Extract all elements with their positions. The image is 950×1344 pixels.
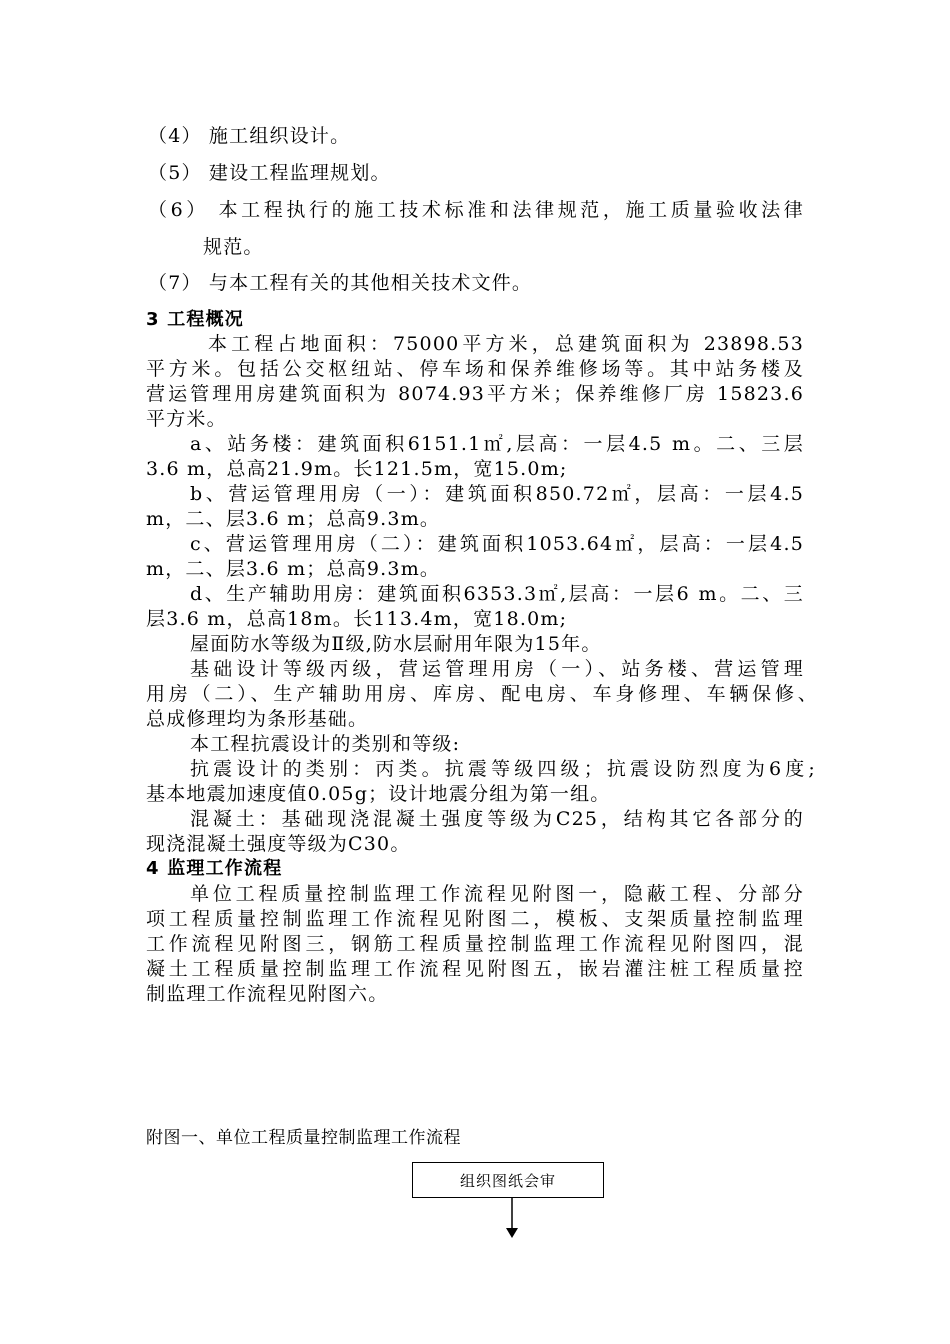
flowchart-step-box: [412, 1162, 604, 1198]
para-line: 基础设计等级丙级，营运管理用房（一）、站务楼、营运管理: [190, 658, 804, 680]
para-line: 制监理工作流程见附图六。: [146, 983, 389, 1005]
para-line: a、站务楼：建筑面积6151.1㎡,层高：一层4.5 m。二、三层: [190, 433, 804, 455]
para-line: 单位工程质量控制监理工作流程见附图一，隐蔽工程、分部分: [190, 883, 804, 905]
para-line: m，二、层3.6 m；总高9.3m。: [146, 508, 441, 530]
para-line: 凝土工程质量控制监理工作流程见附图五，嵌岩灌注桩工程质量控: [146, 958, 804, 980]
para-line: 层3.6 m，总高18m。长113.4m，宽18.0m;: [146, 608, 568, 630]
para-line: 用房（二）、生产辅助用房、库房、配电房、车身修理、车辆保修、: [146, 683, 818, 705]
para-line: 基本地震加速度值0.05g；设计地震分组为第一组。: [146, 783, 611, 805]
list-item-6-continuation: 规范。: [203, 236, 264, 258]
para-line: d、生产辅助用房：建筑面积6353.3㎡,层高：一层6 m。二、三: [190, 583, 804, 605]
section-3-heading: 3 工程概况: [146, 309, 244, 330]
para-line: 项工程质量控制监理工作流程见附图二，模板、支架质量控制监理: [146, 908, 804, 930]
list-item-4: （4） 施工组织设计。: [148, 125, 351, 147]
list-item-6: （6） 本工程执行的施工技术标准和法律规范，施工质量验收法律: [148, 199, 804, 221]
para-line: 工作流程见附图三，钢筋工程质量控制监理工作流程见附图四，混: [146, 933, 804, 955]
para-line: 屋面防水等级为Ⅱ级,防水层耐用年限为15年。: [190, 633, 602, 655]
list-item-7: （7） 与本工程有关的其他相关技术文件。: [148, 272, 533, 294]
para-line: 抗震设计的类别：丙类。抗震等级四级；抗震设防烈度为6度;: [190, 758, 816, 780]
figure-caption: 附图一、单位工程质量控制监理工作流程: [146, 1128, 461, 1148]
para-line: b、营运管理用房（一）：建筑面积850.72㎡，层高：一层4.5: [190, 483, 804, 505]
para-line: 现浇混凝土强度等级为C30。: [146, 833, 411, 855]
flowchart-arrow-down-icon: [504, 1198, 520, 1240]
para-line: 平方米。: [146, 408, 227, 430]
flowchart-step-label: 组织图纸会审: [459, 1171, 556, 1190]
para-line: 3.6 m，总高21.9m。长121.5m，宽15.0m;: [146, 458, 568, 480]
para-line: m，二、层3.6 m；总高9.3m。: [146, 558, 441, 580]
section-4-heading: 4 监理工作流程: [146, 858, 283, 879]
para-line: 本工程抗震设计的类别和等级:: [190, 733, 461, 755]
para-line: 营运管理用房建筑面积为 8074.93平方米；保养维修厂房 15823.6: [146, 383, 804, 405]
para-line: 平方米。包括公交枢纽站、停车场和保养维修场等。其中站务楼及: [146, 358, 804, 380]
para-line: 本工程占地面积：75000平方米，总建筑面积为 23898.53: [208, 333, 804, 355]
list-item-5: （5） 建设工程监理规划。: [148, 162, 391, 184]
para-line: c、营运管理用房（二）：建筑面积1053.64㎡，层高：一层4.5: [190, 533, 804, 555]
para-line: 混凝土：基础现浇混凝土强度等级为C25，结构其它各部分的: [190, 808, 804, 830]
para-line: 总成修理均为条形基础。: [146, 708, 369, 730]
